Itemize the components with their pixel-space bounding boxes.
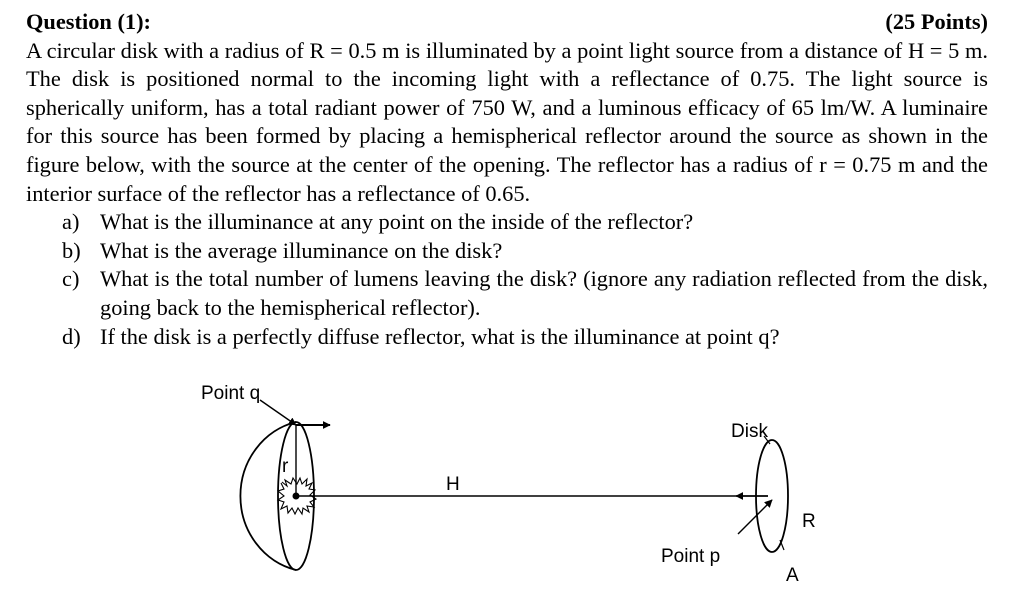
hemispherical-reflector <box>240 422 296 570</box>
question-part-d <box>62 323 988 352</box>
question-title: Question (1): <box>26 9 152 34</box>
radius-R-line <box>738 500 772 534</box>
question-document <box>26 8 988 351</box>
part-text: If the disk is a perfectly diffuse reflector, what is the illuminance at point q? <box>100 323 780 349</box>
point-q-label: Point q <box>201 383 261 404</box>
luminaire-figure <box>0 370 1024 600</box>
question-part-a <box>62 208 988 237</box>
question-part-c <box>62 265 988 322</box>
radius-big-r-label: R <box>802 511 816 532</box>
part-text: What is the illuminance at any point on the inside of the reflector? <box>100 209 694 235</box>
part-text: What is the total number of lumens leaving the disk? (ignore any radiation reflected from the disk, going back to the hemispherical reflector). <box>100 266 988 320</box>
part-label: c) <box>62 266 80 292</box>
question-points: (25 Points) <box>885 9 988 34</box>
part-label: d) <box>62 323 81 349</box>
part-label: b) <box>62 237 81 263</box>
point-p-label: Point p <box>661 546 721 567</box>
radius-r-label: r <box>282 456 289 477</box>
question-header <box>26 8 988 37</box>
part-label: a) <box>62 209 80 235</box>
question-part-b <box>62 237 988 266</box>
part-text: What is the average illuminance on the disk? <box>100 237 503 263</box>
question-body: A circular disk with a radius of R = 0.5 m is illuminated by a point light source from a distance of H = 5 m. The disk is positioned normal to the incoming light with a reflectance of 0.75. The light source is spherically uniform, has a total radiant power of 750 W, and a luminous efficacy of 65 lm/W. A luminaire for this source has been formed by placing a hemispherical reflector around the source as shown in the figure below, with the source at the center of the opening. The reflector has a radius of r = 0.75 m and the interior surface of the reflector has a reflectance of 0.65. <box>26 37 988 206</box>
distance-h-label: H <box>446 474 460 495</box>
point-a-label: A <box>786 565 799 586</box>
point-q-pointer <box>260 400 296 425</box>
question-parts-list <box>26 208 988 351</box>
disk-label: Disk <box>731 421 768 442</box>
